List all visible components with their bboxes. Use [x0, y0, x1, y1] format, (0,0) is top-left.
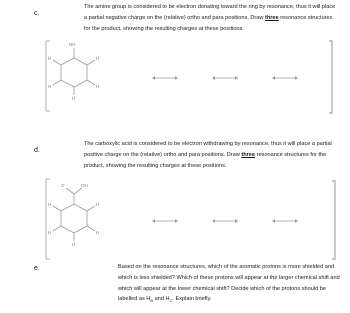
part-d-emphasis: three	[241, 151, 256, 158]
part-e-text-mid: and H	[153, 296, 170, 303]
part-c-text	[84, 2, 339, 34]
amine-label: NH	[69, 42, 76, 47]
h-label-3: H	[48, 56, 52, 61]
h-label-7: H	[96, 230, 100, 235]
part-e-text	[118, 262, 344, 307]
part-d-text-before: The carboxylic acid is considered to be electron withdrawing by resonance, thus it will place a partial positive charge on the (relative) ortho and para positions. Draw	[84, 141, 332, 158]
h-label-6: H	[96, 202, 100, 207]
part-e-text-main: Based on the resonance structures, which of the aromatic protons is more shielded and which is less shielded? Which of these protons will appear at the larger chemical shift and which will appear at the lower chemical shift? Decide which of the protons should be labelled as H	[118, 264, 340, 303]
h-label-1: H	[96, 56, 100, 61]
part-e-text-end: . Explain briefly.	[172, 296, 212, 303]
part-e-sub-b: B	[150, 298, 154, 304]
benzoic-acid-structure	[32, 174, 132, 264]
hydroxyl-label: OH	[81, 183, 88, 188]
part-c-label: c.	[34, 10, 40, 17]
part-e-sub-c: C	[169, 298, 173, 304]
part-c-text-before: The amine group is considered to be electron donating toward the ring by resonance, thus it will place a partial negative charge on the (relative) ortho and para positions. Draw	[84, 4, 336, 21]
resonance-arrows-c	[150, 73, 310, 83]
h-label-4: H	[48, 84, 52, 89]
h-label-10: H	[72, 242, 76, 247]
resonance-arrows-d	[150, 216, 310, 226]
h-label-5: H	[72, 96, 76, 101]
right-bracket-c	[328, 40, 334, 114]
part-d-label: d.	[34, 147, 40, 154]
part-e-label: e.	[34, 265, 40, 272]
aniline-structure	[32, 36, 132, 118]
carbonyl-o-label: O	[61, 183, 65, 188]
right-bracket-d	[331, 180, 337, 260]
h-label-8: H	[48, 202, 52, 207]
part-c-text-after: resonance structures for the product, showing the resulting charges at these positions.	[84, 14, 333, 32]
part-c-emphasis: three	[264, 14, 279, 21]
part-d-text-after: resonance structures for the product, showing the resulting charges at these positions.	[84, 151, 327, 169]
h-label-2: H	[96, 84, 100, 89]
part-d-text	[84, 139, 342, 171]
h-label-9: H	[48, 230, 52, 235]
